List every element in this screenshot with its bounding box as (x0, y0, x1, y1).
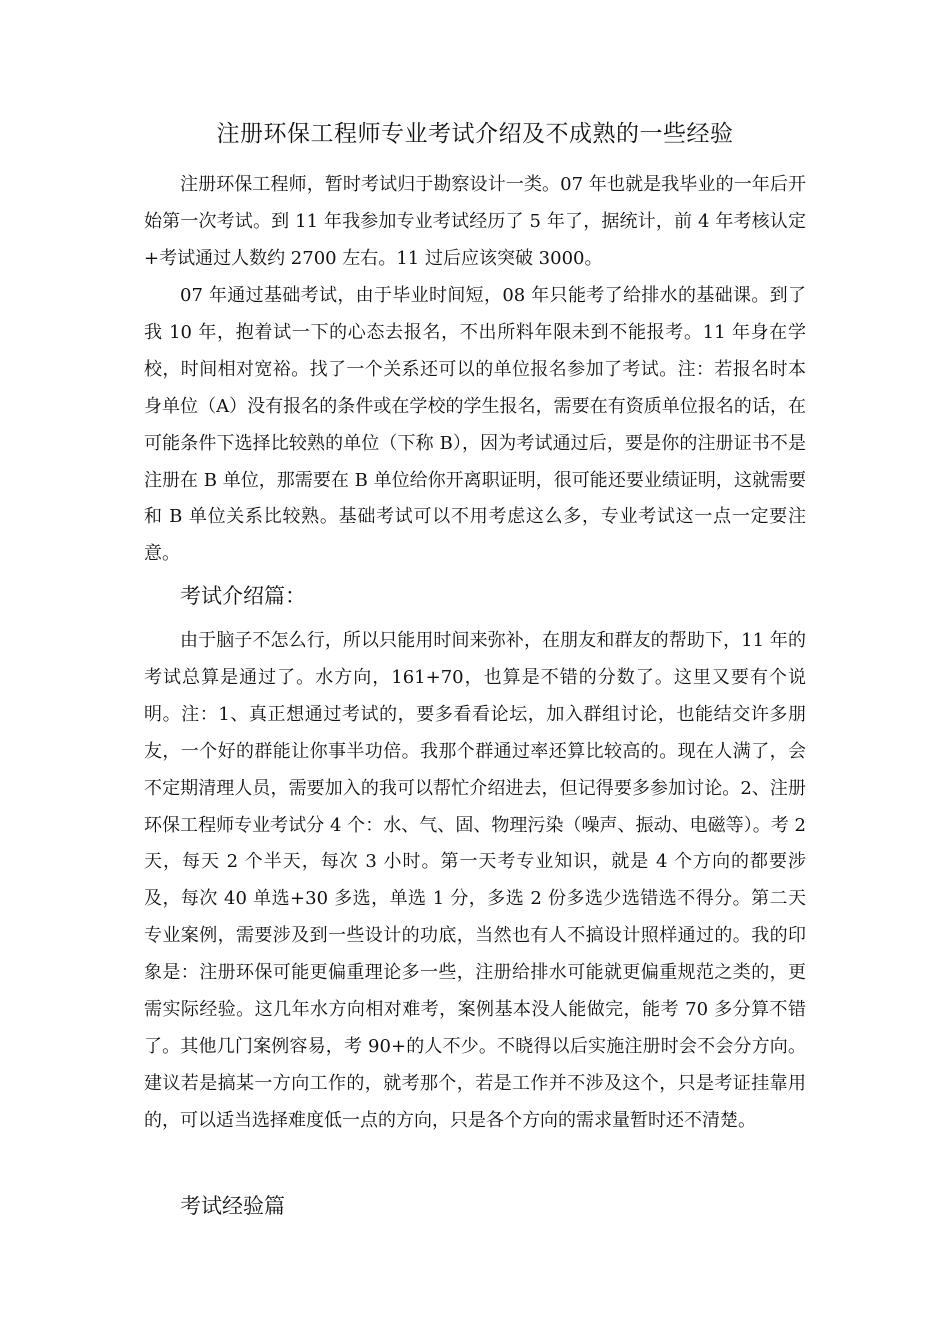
section-heading-exam-intro: 考试介绍篇： (180, 584, 306, 608)
exam-intro-paragraph: 由于脑子不怎么行，所以只能用时间来弥补，在朋友和群友的帮助下，11 年的考试总算是通过了。水方向，161+70，也算是不错的分数了。这里又要有个说明。注：1、真正想通过考试的，要多看看论坛，加入群组讨论，也能结交许多朋友，一个好的群能让你事半功倍。我那个群通过率还算比较高的。现在人满了，会不定期清理人员，需要加入的我可以帮忙介绍进去，但记得要多参加讨论。2、注册环保工程师专业考试分 4 个：水、气、固、物理污染（噪声、振动、电磁等）。考 2 天，每天 2 个半天，每次 3 小时。第一天考专业知识，就是 4 个方向的都要涉及，每次 40 单选+30 多选，单选 1 分，多选 2 份多选少选错选不得分。第二天专业案例，需要涉及到一些设计的功底，当然也有人不搞设计照样通过的。我的印象是：注册环保可能更偏重理论多一些，注册给排水可能就更偏重规范之类的，更需实际经验。这几年水方向相对难考，案例基本没人能做完，能考 70 多分算不错了。其他几门案例容易，考 90+的人不少。不晓得以后实施注册时会不会分方向。建议若是搞某一方向工作的，就考那个，若是工作并不涉及这个，只是考证挂靠用的，可以适当选择难度低一点的方向，只是各个方向的需求量暂时还不清楚。 (144, 630, 806, 1131)
section-heading-exam-experience: 考试经验篇 (180, 1194, 285, 1218)
intro-paragraph-1: 注册环保工程师，暂时考试归于勘察设计一类。07 年也就是我毕业的一年后开始第一次考试。到 11 年我参加专业考试经历了 5 年了，据统计，前 4 年考核认定+考试通过人数约 2700 左右。11 过后应该突破 3000。 (144, 174, 806, 269)
intro-paragraph-2: 07 年通过基础考试，由于毕业时间短，08 年只能考了给排水的基础课。到了我 10 年，抱着试一下的心态去报名，不出所料年限未到不能报考。11 年身在学校，时间相对宽裕。找了一个关系还可以的单位报名参加了考试。注：若报名时本身单位（A）没有报名的条件或在学校的学生报名，需要在有资质单位报名的话，在可能条件下选择比较熟的单位（下称 B），因为考试通过后，要是你的注册证书不是注册在 B 单位，那需要在 B 单位给你开离职证明，很可能还要业绩证明，这就需要和 B 单位关系比较熟。基础考试可以不用考虑这么多，专业考试这一点一定要注意。 (144, 285, 806, 565)
document-title: 注册环保工程师专业考试介绍及不成熟的一些经验 (216, 121, 734, 147)
